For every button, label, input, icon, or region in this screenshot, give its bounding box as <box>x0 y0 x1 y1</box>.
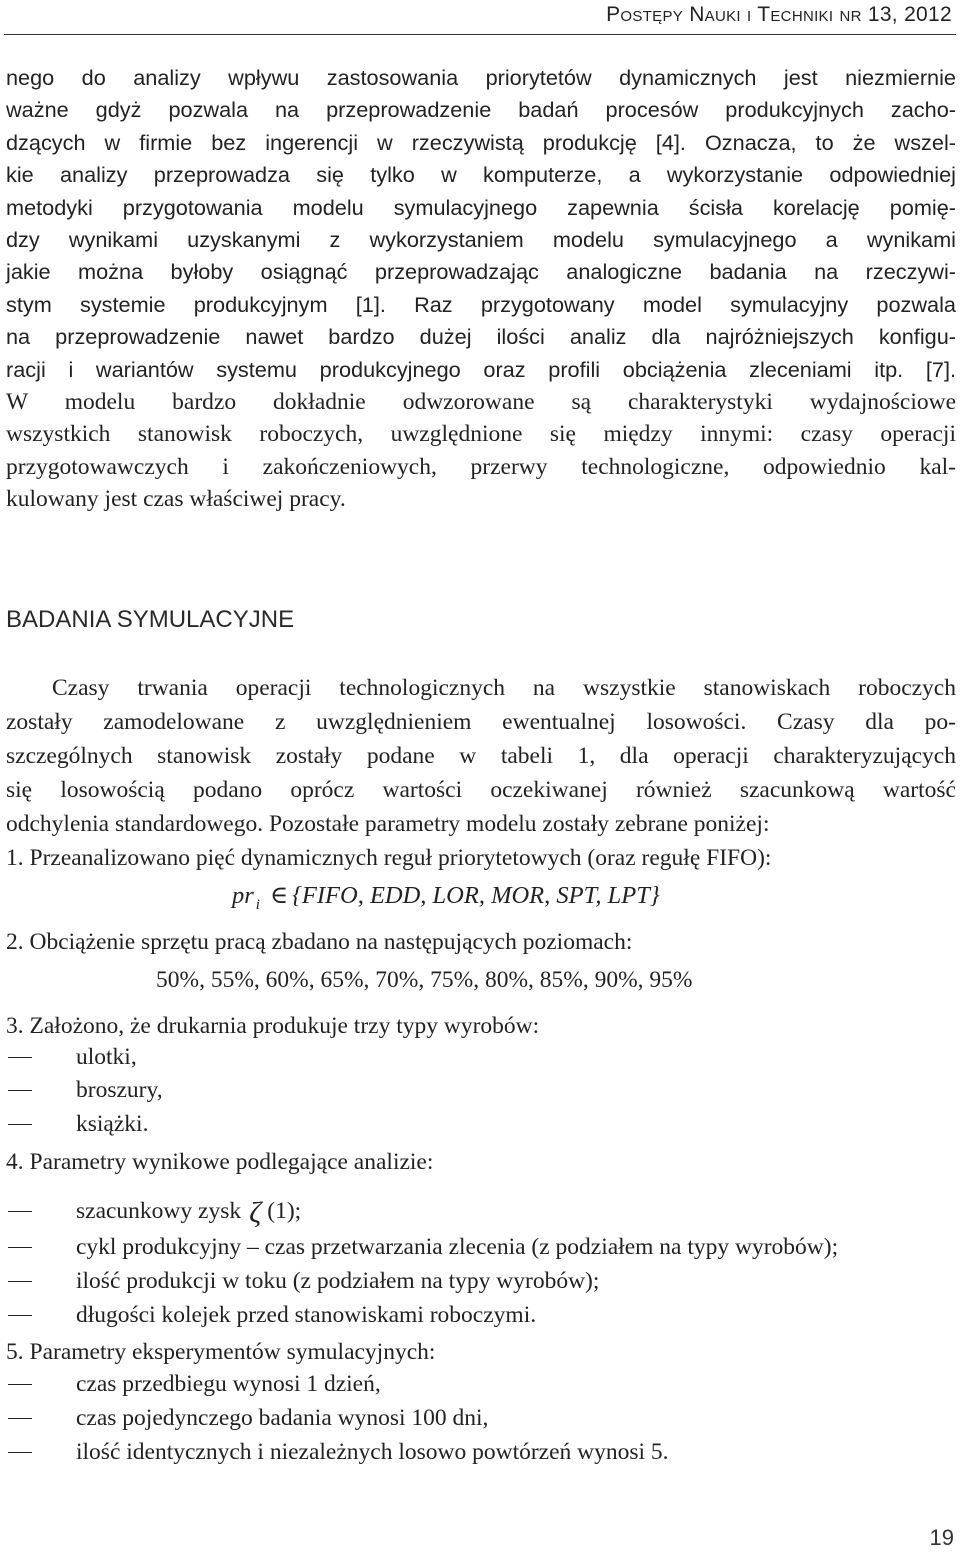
dash-bullet <box>8 1418 32 1419</box>
text-line: dzących w firmie bez ingerencji w rzeczywistą produkcję [4]. Oznacza, to że wszel- <box>6 129 956 155</box>
text-line: stym systemie produkcyjnym [1]. Raz przygotowany model symulacyjny pozwala <box>6 291 956 317</box>
text-line: zostały zamodelowane z uwzględnieniem ewentualnej losowości. Czasy dla po- <box>6 709 956 735</box>
running-header: Postępy Nauki i Techniki nr 13, 2012 <box>606 3 952 26</box>
text-line: odchylenia standardowego. Pozostałe parametry modelu zostały zebrane poniżej: <box>6 811 770 837</box>
text-line: wszystkich stanowisk roboczych, uwzględnione się między innymi: czasy operacji <box>6 421 956 448</box>
dash-bullet <box>8 1384 32 1385</box>
text-line: na przeprowadzenie nawet bardzo dużej ilości analiz dla najróżniejszych konfigu- <box>6 324 956 350</box>
output-item <box>8 1302 536 1329</box>
text-line: szczególnych stanowisk zostały podane w tabeli 1, dla operacji charakteryzujących <box>6 743 956 769</box>
equation-reference: (1); <box>267 1198 302 1224</box>
text-line: ważne gdyż pozwala na przeprowadzenie badań procesów produkcyjnych zacho- <box>6 97 956 123</box>
product-item <box>8 1111 148 1138</box>
list-item-text: ilość produkcji w toku (z podziałem na typy wyrobów); <box>76 1268 600 1294</box>
intro-paragraph-sans <box>6 62 956 386</box>
priority-rules-formula <box>232 880 660 914</box>
output-item <box>8 1268 599 1295</box>
text-line: dzy wynikami uzyskanymi z wykorzystaniem modelu symulacyjnego a wynikami <box>6 227 956 253</box>
dash-bullet <box>8 1211 32 1212</box>
page-number: 19 <box>929 1525 954 1550</box>
experiment-item <box>8 1439 669 1466</box>
header-rule <box>4 34 956 35</box>
formula-variable: pr <box>232 882 254 909</box>
dash-bullet <box>8 1090 32 1091</box>
list-item-text: długości kolejek przed stanowiskami roboczymi. <box>76 1302 537 1328</box>
list-item-text: książki. <box>76 1111 149 1137</box>
experiment-item <box>8 1405 488 1432</box>
text-line: W modelu bardzo dokładnie odwzorowane są charakterystyki wydajnościowe <box>6 389 956 415</box>
list-item-text: broszury, <box>76 1077 163 1103</box>
output-item <box>8 1196 302 1229</box>
text-line: się losowością podano oprócz wartości oczekiwanej również szacunkową wartość <box>6 777 956 803</box>
text-line: racji i wariantów systemu produkcyjnego oraz profili obciążenia zleceniami itp. [7]. <box>6 356 956 382</box>
list-item-5: 5. Parametry eksperymentów symulacyjnych: <box>6 1339 436 1365</box>
section-paragraph <box>6 671 956 841</box>
list-item-4: 4. Parametry wynikowe podlegające analizie: <box>6 1149 434 1175</box>
intro-paragraph-serif <box>6 386 956 516</box>
list-item-2: 2. Obciążenie sprzętu pracą zbadano na następujących poziomach: <box>6 929 633 955</box>
text-line: metodyki przygotowania modelu symulacyjnego zapewnia ścisła korelację pomię- <box>6 194 956 220</box>
formula-set: {FIFO, EDD, LOR, MOR, SPT, LPT} <box>292 882 660 909</box>
formula-subscript: i <box>255 897 260 913</box>
zeta-symbol: ζ <box>249 1196 262 1229</box>
dash-bullet <box>8 1452 32 1453</box>
load-levels: 50%, 55%, 60%, 65%, 70%, 75%, 80%, 85%, 90%, 95% <box>156 967 693 993</box>
text-line: Czasy trwania operacji technologicznych na wszystkie stanowiskach roboczych <box>52 675 956 701</box>
list-item-text: ulotki, <box>76 1044 137 1070</box>
text-line: przygotowawczych i zakończeniowych, przerwy technologiczne, odpowiednio kal- <box>6 453 956 480</box>
list-item-text: czas przedbiegu wynosi 1 dzień, <box>76 1371 381 1397</box>
text-line: nego do analizy wpływu zastosowania priorytetów dynamicznych jest niezmiernie <box>6 65 956 90</box>
text-line: kie analizy przeprowadza się tylko w komputerze, a wykorzystanie odpowiedniej <box>6 162 956 188</box>
text-line: jakie można byłoby osiągnąć przeprowadzając analogiczne badania na rzeczywi- <box>6 259 956 285</box>
dash-bullet <box>8 1124 32 1125</box>
section-heading: BADANIA SYMULACYJNE <box>6 606 295 633</box>
experiment-item <box>8 1371 381 1398</box>
list-item-text: cykl produkcyjny – czas przetwarzania zlecenia (z podziałem na typy wyrobów); <box>76 1234 839 1260</box>
element-of-symbol: ∈ <box>269 882 289 909</box>
list-item-1: 1. Przeanalizowano pięć dynamicznych reguł priorytetowych (oraz regułę FIFO): <box>6 845 772 871</box>
text-line: kulowany jest czas właściwej pracy. <box>6 486 346 513</box>
list-item-text: szacunkowy zysk <box>76 1198 242 1224</box>
dash-bullet <box>8 1247 32 1248</box>
dash-bullet <box>8 1057 32 1058</box>
list-item-text: czas pojedynczego badania wynosi 100 dni, <box>76 1405 489 1431</box>
dash-bullet <box>8 1315 32 1316</box>
product-item <box>8 1044 137 1071</box>
dash-bullet <box>8 1281 32 1282</box>
product-item <box>8 1077 163 1104</box>
list-item-text: ilość identycznych i niezależnych losowo powtórzeń wynosi 5. <box>76 1439 669 1465</box>
list-item-3: 3. Założono, że drukarnia produkuje trzy typy wyrobów: <box>6 1013 540 1039</box>
output-item <box>8 1234 838 1261</box>
